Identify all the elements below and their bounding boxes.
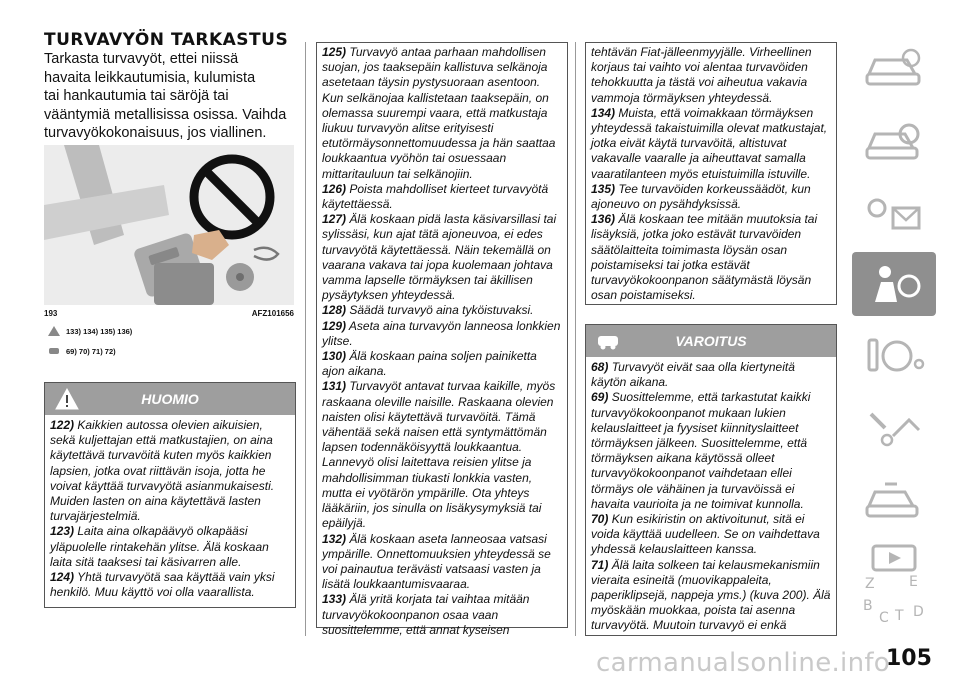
note-number: 135) bbox=[591, 181, 616, 196]
chapter-sidebar bbox=[850, 30, 938, 630]
note-text: Yhtä turvavyötä saa käyttää vain yksi henkilö. Muu käyttö voi olla vaarallista. bbox=[50, 570, 275, 600]
reference-text: 133) 134) 135) 136) bbox=[66, 326, 133, 336]
note-text: Laita aina olkapäävyö olkapääsi yläpuolelle rintakehän ylitse. Älä koskaan laita sitä taaksesi tai käsivarren alle. bbox=[50, 524, 269, 569]
huomio-title-bar bbox=[45, 383, 295, 415]
watermark: carmanualsonline.info bbox=[596, 648, 891, 678]
note-number: 127) bbox=[322, 212, 347, 227]
note-number: 125) bbox=[322, 45, 347, 59]
seatbelt-illustration bbox=[44, 145, 294, 305]
note-text: Älä koskaan pidä lasta käsivarsillasi tai sylissäsi, kun ajat tätä ajoneuvoa, ei edes turvavyötä käytettäessä. Näin tekemällä on vaarana vakava tai jopa kuolemaan johtava vamma lapselle törmäyksen tai äkillisen pysäytyksen yhteydessä. bbox=[322, 212, 557, 303]
figure-code: AFZ101656 bbox=[251, 309, 294, 318]
note-number: 70) bbox=[591, 512, 609, 527]
note-item bbox=[322, 349, 562, 379]
note-text: Älä yritä korjata tai vaihtaa mitään turvavyökokoonpanon osaa vaan suosittelemme, että annat kyseisen bbox=[322, 592, 530, 637]
notes-column-right bbox=[585, 42, 837, 305]
caution-triangle-icon bbox=[48, 326, 60, 336]
note-number: 69) bbox=[591, 390, 609, 405]
index-letter: E bbox=[909, 574, 918, 590]
varoitus-title-bar bbox=[586, 325, 836, 357]
note-text: Turvavyöt antavat turvaa kaikille, myös raskaana oleville naisille. Raskaana olevien naisten olisi käytettävä turvavöitä. Tämä vähentää sekä naisen että syntymättömän lapsen todennäköisyyttä loukkaantua. Lannevyö olisi laitettava reisien ylitse ja mahdollisimman tiukasti lonkkia vasten, mutta ei vyötärön ympärille. Ota yhteys lääkäriin, jos sinulla on lisäkysymyksiä tai epäilyjä. bbox=[322, 379, 556, 531]
alphabet-index-icon[interactable] bbox=[854, 568, 934, 632]
note-item bbox=[591, 45, 831, 106]
note-text: Kun esikiristin on aktivoitunut, sitä ei voida käyttää uudelleen. Se on vaihdettava yhdessä kelauslaitteen kanssa. bbox=[591, 512, 820, 557]
note-number: 71) bbox=[591, 557, 609, 572]
note-item bbox=[322, 45, 562, 182]
reference-line bbox=[48, 326, 132, 336]
note-number: 136) bbox=[591, 212, 616, 227]
note-item bbox=[322, 319, 562, 349]
note-item bbox=[591, 212, 831, 303]
note-text: Aseta aina turvavyön lanneosa lonkkien ylitse. bbox=[322, 318, 561, 348]
note-text: Älä koskaan tee mitään muutoksia tai lisäyksiä, jotka joko estävät turvavöiden säätölaitteita toimimasta löysän osan poistamiseksi tai jotka estävät turvavyökokoonpanon säätymästä löysän osan poistamiseksi. bbox=[591, 212, 818, 303]
car-info-icon[interactable] bbox=[854, 38, 934, 102]
wrench-car-icon[interactable] bbox=[854, 396, 934, 460]
intro-line: Tarkasta turvavyöt, ettei niissä bbox=[44, 51, 239, 67]
note-item bbox=[50, 570, 290, 600]
note-number: 126) bbox=[322, 181, 347, 196]
note-text: Turvavyö antaa parhaan mahdollisen suojan, jos taaksepäin kallistuva selkänoja asetetaan täysin pystysuoraan asentoon. Kun selkänojaa kallistetaan taaksepäin, on olemassa suurempi vaara, että matkustaja liukuu turvavyön alitse erityisesti etutörmäysonnettomuudessa ja hän saattaa loukkaantua vyöhön tai osuessaan mittaritauluun tai selkänojiin. bbox=[322, 45, 556, 181]
varoitus-body bbox=[586, 357, 836, 638]
car-icon bbox=[48, 346, 60, 356]
varoitus-box bbox=[585, 324, 837, 636]
note-number: 130) bbox=[322, 349, 347, 364]
note-text: tehtävän Fiat-jälleenmyyjälle. Virheellinen korjaus tai vaihto voi alentaa turvavöiden tehokkuutta ja tästä voi aiheutua vakavia vammoja törmäyksen yhteydessä. bbox=[591, 45, 812, 105]
note-number: 131) bbox=[322, 379, 347, 394]
intro-line: havaita leikkautumisia, kulumista bbox=[44, 69, 256, 86]
note-number: 68) bbox=[591, 360, 609, 374]
note-text: Muista, että voimakkaan törmäyksen yhteydessä takaistuimilla olevat matkustajat, jotka eivät käytä turvavöitä, altistuvat vakavalle vaaralle ja aiheuttavat samalla vaaratilanteen myös etuistuimilla istuville. bbox=[591, 105, 828, 181]
intro-text bbox=[44, 50, 300, 143]
note-item bbox=[322, 379, 562, 531]
note-item bbox=[591, 512, 831, 558]
car-warning-icon bbox=[596, 330, 620, 352]
note-number: 122) bbox=[50, 418, 75, 432]
note-text: Poista mahdolliset kierteet turvavyötä käytettäessä. bbox=[322, 181, 549, 212]
note-text: Tee turvavöiden korkeussäädöt, kun ajoneuvo on pysähdyksissä. bbox=[591, 181, 811, 212]
lights-mail-icon[interactable] bbox=[854, 182, 934, 246]
note-item bbox=[322, 532, 562, 593]
note-item bbox=[322, 212, 562, 303]
note-item bbox=[322, 592, 562, 638]
page-number: 105 bbox=[886, 646, 932, 671]
column-divider bbox=[575, 42, 576, 636]
note-text: Säädä turvavyö aina tyköistuvaksi. bbox=[349, 303, 534, 318]
note-number: 123) bbox=[50, 524, 75, 539]
varoitus-title: VAROITUS bbox=[675, 333, 747, 349]
index-letter: D bbox=[913, 604, 924, 620]
section-heading: TURVAVYÖN TARKASTUS bbox=[44, 30, 289, 50]
intro-line: vääntymiä metallisissa osissa. Vaihda bbox=[44, 106, 287, 123]
index-letter: T bbox=[895, 608, 904, 624]
huomio-title: HUOMIO bbox=[141, 391, 199, 407]
index-letter: Z bbox=[865, 576, 875, 592]
intro-line: turvavyökokonaisuus, jos viallinen. bbox=[44, 125, 267, 141]
key-steering-wheel-icon[interactable] bbox=[854, 324, 934, 388]
intro-line: tai hankautumia tai säröjä tai bbox=[44, 88, 229, 104]
note-text: Kaikkien autossa olevien aikuisien, sekä kuljettajan että matkustajien, on aina käytettävä turvavöitä kuten myös kaikkien lapsien, jotka ovat riittävän isoja, jotta he voivat käyttää turvavyötä asianmukaisesti. Muiden lasten on aina käytettävä lasten turvajärjestelmiä. bbox=[50, 418, 275, 524]
warning-icon bbox=[55, 388, 79, 410]
figure-number: 193 bbox=[44, 309, 58, 318]
seatbelt-buckle-drawing bbox=[44, 145, 294, 305]
note-text: Älä koskaan aseta lanneosaa vatsasi ympärille. Onnettomuuksien yhteydessä se voi painautua terävästi vatsaasi vasten ja lisätä loukkaantumisvaaraa. bbox=[322, 531, 551, 592]
reference-text: 69) 70) 71) 72) bbox=[66, 346, 116, 356]
note-number: 133) bbox=[322, 592, 347, 607]
column-divider bbox=[305, 42, 306, 636]
index-letter: B bbox=[863, 598, 873, 614]
note-item bbox=[322, 303, 562, 318]
airbag-seatbelt-icon[interactable] bbox=[852, 252, 936, 316]
note-number: 128) bbox=[322, 303, 347, 318]
note-text: Suosittelemme, että tarkastutat kaikki turvavyökokoonpanot mukaan lukien kelauslaitteet ja fyysiset kiinnityslaitteet törmäyksen jälkeen. Suosittelemme, että törmäyksen aikana käytössä olleet turvavyökokoonpanot vaihdetaan ellei törmäys ole vähäinen ja turvavöissä ei havaita vaurioita ja ne toimivat kunnolla. bbox=[591, 390, 811, 511]
note-text: Älä laita solkeen tai kelausmekanismiin vieraita esineitä (muovikappaleita, paperiklipsejä, nappeja yms.) (kuva 200). Älä myöskään muokkaa, poista tai asenna turvavyötä. Muutoin turvavyö ei enkä bbox=[591, 557, 831, 633]
note-item bbox=[322, 182, 562, 212]
huomio-box bbox=[44, 382, 296, 608]
note-text: Turvavyöt eivät saa olla kiertyneitä käytön aikana. bbox=[591, 360, 795, 390]
notes-column-middle bbox=[316, 42, 568, 637]
note-item bbox=[591, 182, 831, 212]
car-search-icon[interactable] bbox=[854, 110, 934, 174]
note-number: 129) bbox=[322, 318, 347, 333]
note-item bbox=[591, 360, 831, 390]
note-item bbox=[591, 390, 831, 512]
note-item bbox=[591, 558, 831, 634]
note-number: 132) bbox=[322, 531, 347, 546]
note-item bbox=[50, 418, 290, 524]
note-item bbox=[591, 106, 831, 182]
index-letter: C bbox=[879, 610, 889, 626]
note-text: Älä koskaan paina soljen painiketta ajon aikana. bbox=[322, 349, 537, 379]
huomio-body bbox=[45, 415, 295, 604]
note-item bbox=[50, 524, 290, 570]
reference-line bbox=[48, 346, 116, 356]
note-number: 134) bbox=[591, 105, 616, 120]
note-number: 124) bbox=[50, 570, 75, 585]
tools-car-icon[interactable] bbox=[854, 468, 934, 532]
